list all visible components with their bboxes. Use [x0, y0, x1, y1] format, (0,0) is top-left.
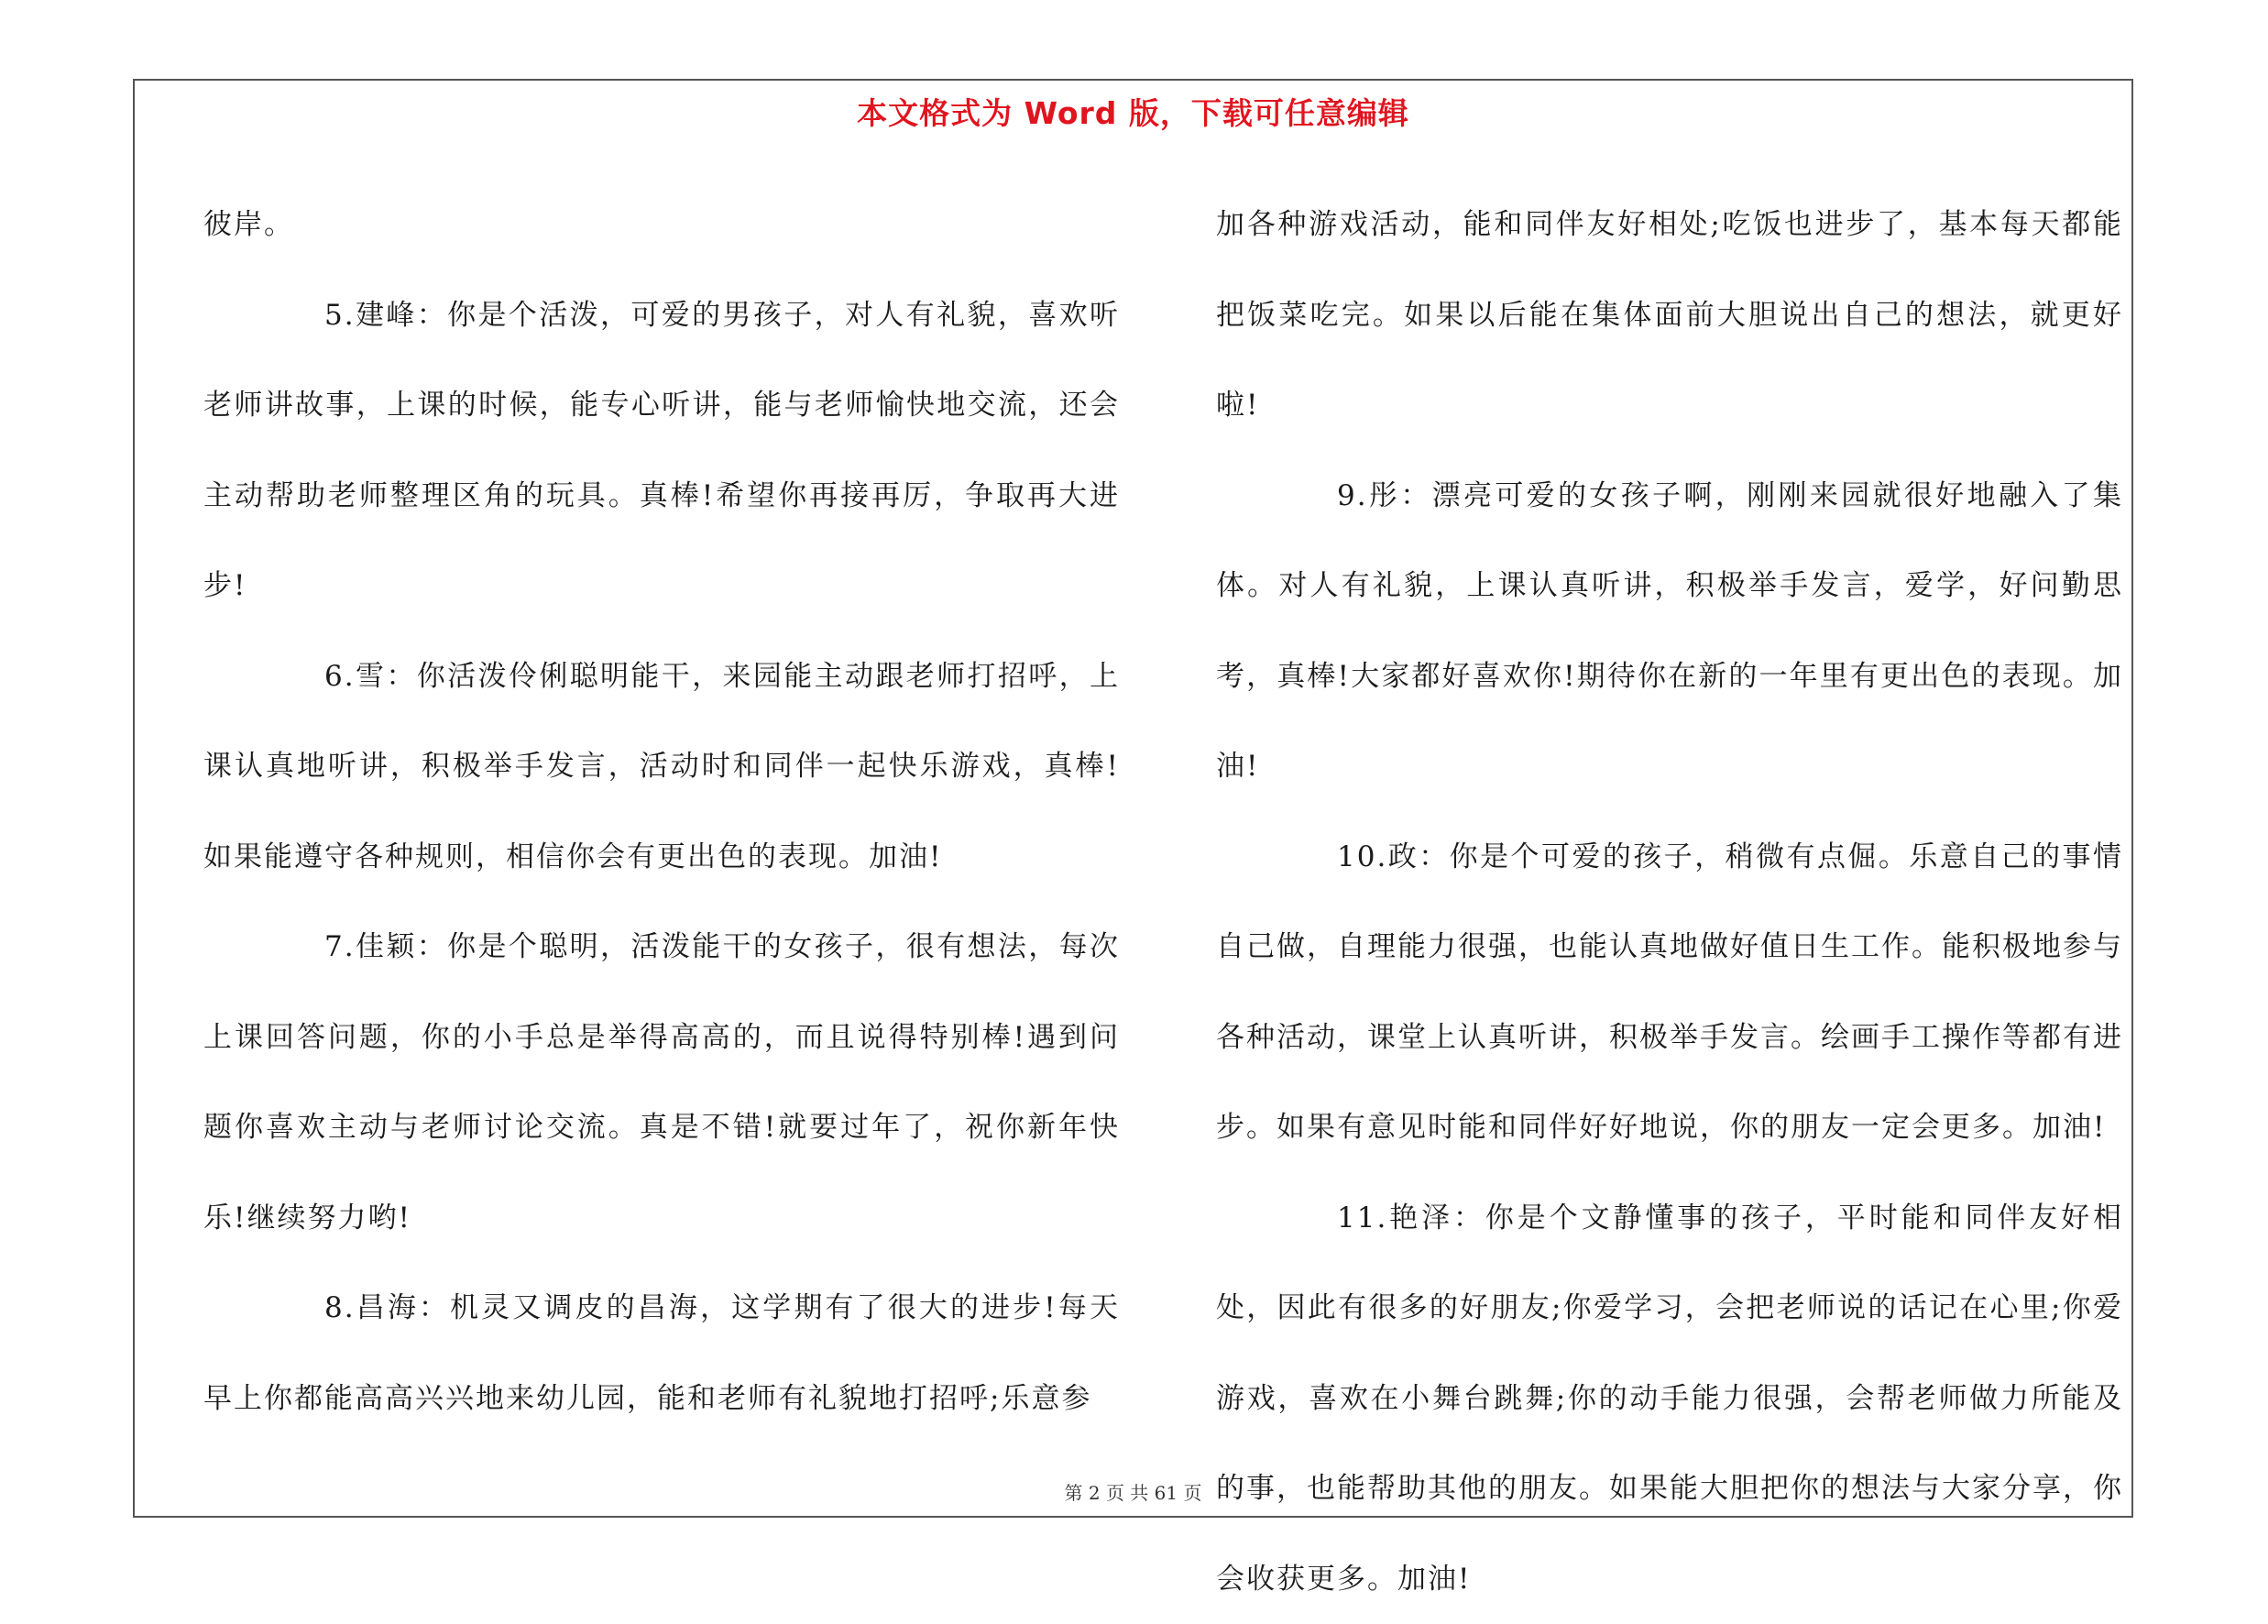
paragraph-comment-6: 6.雪：你活泼伶俐聪明能干，来园能主动跟老师打招呼，上课认真地听讲，积极举手发言，活动时和同伴一起快乐游戏，真棒!如果能遵守各种规则，相信你会有更出色的表现。加油! — [203, 631, 1120, 903]
left-column — [203, 180, 1120, 1443]
paragraph-comment-8: 8.昌海：机灵又调皮的昌海，这学期有了很大的进步!每天早上你都能高高兴兴地来幼儿园，能和老师有礼貌地打招呼;乐意参 — [203, 1263, 1120, 1443]
paragraph-comment-8-continued: 加各种游戏活动，能和同伴友好相处;吃饭也进步了，基本每天都能把饭菜吃完。如果以后能在集体面前大胆说出自己的想法，就更好啦! — [1216, 180, 2123, 451]
paragraph-comment-7: 7.佳颖：你是个聪明，活泼能干的女孩子，很有想法，每次上课回答问题，你的小手总是举得高高的，而且说得特别棒!遇到问题你喜欢主动与老师讨论交流。真是不错!就要过年了，祝你新年快乐!继续努力哟! — [203, 902, 1120, 1263]
paragraph-comment-5: 5.建峰：你是个活泼，可爱的男孩子，对人有礼貌，喜欢听老师讲故事，上课的时候，能专心听讲，能与老师愉快地交流，还会主动帮助老师整理区角的玩具。真棒!希望你再接再厉，争取再大进步! — [203, 270, 1120, 631]
paragraph-continuation: 彼岸。 — [203, 180, 1120, 270]
header-banner: 本文格式为 Word 版，下载可任意编辑 — [135, 90, 2131, 133]
paragraph-comment-10: 10.政：你是个可爱的孩子，稍微有点倔。乐意自己的事情自己做，自理能力很强，也能认真地做好值日生工作。能积极地参与各种活动，课堂上认真听讲，积极举手发言。绘画手工操作等都有进步。如果有意见时能和同伴好好地说，你的朋友一定会更多。加油! — [1216, 812, 2123, 1173]
right-column — [1216, 180, 2123, 1624]
page-number: 第 2 页 共 61 页 — [135, 1478, 2131, 1505]
paragraph-comment-11: 11.艳泽：你是个文静懂事的孩子，平时能和同伴友好相处，因此有很多的好朋友;你爱学习，会把老师说的话记在心里;你爱游戏，喜欢在小舞台跳舞;你的动手能力很强，会帮老师做力所能及的事，也能帮助其他的朋友。如果能大胆把你的想法与大家分享，你会收获更多。加油! — [1216, 1173, 2123, 1624]
paragraph-comment-9: 9.彤：漂亮可爱的女孩子啊，刚刚来园就很好地融入了集体。对人有礼貌，上课认真听讲，积极举手发言，爱学，好问勤思考，真棒!大家都好喜欢你!期待你在新的一年里有更出色的表现。加油! — [1216, 451, 2123, 812]
document-page — [133, 79, 2133, 1518]
